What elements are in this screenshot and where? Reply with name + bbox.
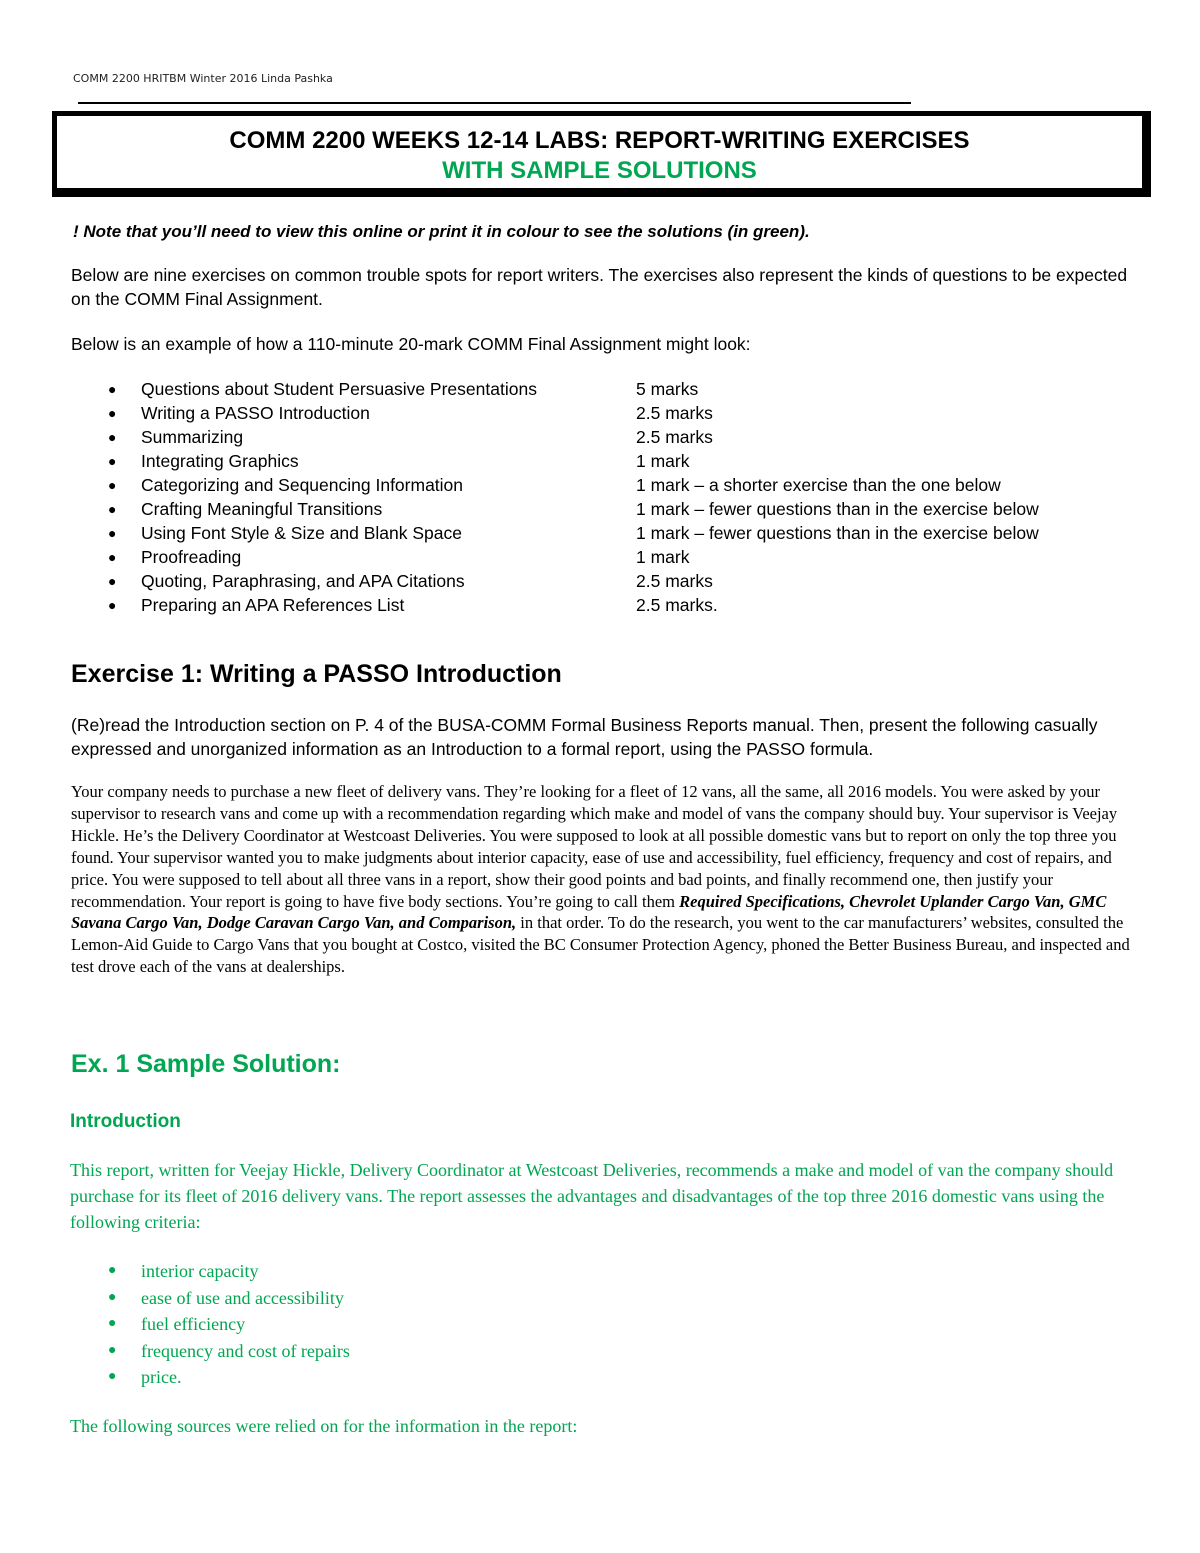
solution-1-heading: Ex. 1 Sample Solution: bbox=[71, 1050, 341, 1078]
solution-intro-heading: Introduction bbox=[70, 1111, 181, 1132]
title-box bbox=[52, 111, 1151, 197]
list-item: ● Proofreading 1 mark bbox=[108, 547, 690, 567]
bullet-icon: ● bbox=[108, 1289, 117, 1305]
bullet-icon: ● bbox=[108, 573, 117, 589]
exercise-1-heading: Exercise 1: Writing a PASSO Introduction bbox=[71, 660, 562, 688]
document-subtitle: WITH SAMPLE SOLUTIONS bbox=[442, 157, 757, 184]
list-item: ● Summarizing 2.5 marks bbox=[108, 427, 713, 447]
list-item: ● Integrating Graphics 1 mark bbox=[108, 451, 690, 471]
bullet-icon: ● bbox=[108, 429, 117, 445]
list-item: ● Using Font Style & Size and Blank Space 1 mark – fewer questions than in the exercise below bbox=[108, 523, 1039, 543]
header-rule bbox=[78, 102, 911, 104]
solution-paragraph: This report, written for Veejay Hickle, Delivery Coordinator at Westcoast Deliveries, recommends a make and model of van the company should purchase for its fleet of 2016 delivery vans. The report assesses the advantages and disadvantages of the top three 2016 domestic vans using the following criteria: bbox=[70, 1160, 1114, 1232]
list-item: ● Preparing an APA References List 2.5 marks. bbox=[108, 595, 718, 615]
document-page: COMM 2200 HRITBM Winter 2016 Linda Pashka COMM 2200 WEEKS 12-14 LABS: REPORT-WRITING EXERCISES WITH SAMPLE SOLUTIONS ! Note that you’ll need to view this online or print it in colour to see the solutions (in green). Below are nine exercises on common trouble spots for report writers. The exercises also represent the kinds of questions to be expected on the COMM Final Assignment. Below is an example of how a 110-minute 20-mark COMM Final Assignment might look: ● Questions about Student Persuasive Presentations 5 marks ● Writing a PASSO Introduction 2.5 marks ● Summarizing 2.5 marks ● Integrating Graphics 1 mark ● Categorizing and Sequencing Information 1 mark – a shorter exercise than the one below ● Crafting Meaningful Transitions 1 mark – fewer questions than in the exercise below ● Using Font Style & Size and Blank Space 1 mark – fewer questions than in the exercise below ● Proofreading 1 mark ● Quoting, Paraphrasing, and APA Citations 2.5 marks ● Preparing an APA References List 2.5 marks. Exercise 1: Writing a PASSO Introduction (Re)read the Introduction section on P. 4 of the BUSA-COMM Formal Business Reports manual. Then, present the following casually expressed and unorganized information as an Introduction to a formal report, using the PASSO formula. Your company needs to purchase a new fleet of delivery vans. They’re looking for a fleet of 12 vans, all the same, all 2016 models. You were asked by your supervisor to research vans and come up with a recommendation regarding which make and model of vans the company should buy. Your supervisor is Veejay Hickle. He’s the Delivery Coordinator at Westcoast Deliveries. You were supposed to look at all possible domestic vans but to report on only the top three you found. Your supervisor wanted you to make judgments about interior capacity, ease of use and accessibility, fuel efficiency, frequency and cost of repairs, and price. You were supposed to tell about all three vans in a report, show their good points and bad points, and finally recommend one, then justify your recommendation. Your report is going to have five body sections. You’re going to call them Required Specifications, Chevrolet Uplander Cargo Van, GMC Savana Cargo Van, Dodge Caravan Cargo Van, and Comparison, in that order. To do the research, you went to the car manufacturers’ websites, consulted the Lemon-Aid Guide to Cargo Vans that you bought at Costco, visited the BC Consumer Protection Agency, phoned the Better Business Bureau, and inspected and test drove each of the vans at dealerships. Ex. 1 Sample Solution: Introduction This report, written for Veejay Hickle, Delivery Coordinator at Westcoast Deliveries, recommends a make and model of van the company should purchase for its fleet of 2016 delivery vans. The report assesses the advantages and disadvantages of the top three 2016 domestic vans using the following criteria: ● interior capacity ● ease of use and accessibility ● fuel efficiency ● frequency and cost of repairs ● price. The following sources were relied on for the information in the report: bbox=[0, 0, 1200, 1553]
marks-list bbox=[108, 377, 1128, 617]
list-item: ● Writing a PASSO Introduction 2.5 marks bbox=[108, 403, 713, 423]
list-item: ● Questions about Student Persuasive Presentations 5 marks bbox=[108, 379, 699, 399]
bullet-icon: ● bbox=[108, 1316, 117, 1332]
running-header: COMM 2200 HRITBM Winter 2016 Linda Pashka bbox=[73, 72, 333, 85]
intro-paragraph: Below are nine exercises on common trouble spots for report writers. The exercises also represent the kinds of questions to be expected on the COMM Final Assignment. bbox=[71, 265, 1128, 309]
bullet-icon: ● bbox=[108, 597, 117, 613]
bullet-icon: ● bbox=[108, 405, 117, 421]
bullet-icon: ● bbox=[108, 453, 117, 469]
bullet-icon: ● bbox=[108, 549, 117, 565]
bullet-icon: ● bbox=[108, 1369, 117, 1385]
bullet-icon: ● bbox=[108, 1342, 117, 1358]
example-paragraph: Below is an example of how a 110-minute 20-mark COMM Final Assignment might look: bbox=[71, 334, 751, 354]
list-item: ● Crafting Meaningful Transitions 1 mark – fewer questions than in the exercise below bbox=[108, 499, 1039, 519]
bullet-icon: ● bbox=[108, 381, 117, 397]
document-title: COMM 2200 WEEKS 12-14 LABS: REPORT-WRITING EXERCISES bbox=[229, 127, 970, 154]
exercise-1-instructions: (Re)read the Introduction section on P. 4 of the BUSA-COMM Formal Business Reports manual. Then, present the following casually expressed and unorganized information as an Introduction to a formal report, using the PASSO formula. bbox=[71, 715, 1098, 759]
bullet-icon: ● bbox=[108, 1263, 117, 1278]
exercise-1-scenario: Your company needs to purchase a new fleet of delivery vans. They’re looking for a fleet of 12 vans, all the same, all 2016 models. You were asked by your supervisor to research vans and come up with a recommendation regarding which make and model of vans the company should buy. Your supervisor is Veejay Hickle. He’s the Delivery Coordinator at Westcoast Deliveries. You were supposed to look at all possible domestic vans but to report on only the top three you found. Your supervisor wanted you to make judgments about interior capacity, ease of use and accessibility, fuel efficiency, frequency and cost of repairs, and price. You were supposed to tell about all three vans in a report, show their good points and bad points, and finally recommend one, then justify your recommendation. Your report is going to have five body sections. You’re going to call them Required Specifications, Chevrolet Uplander Cargo Van, GMC Savana Cargo Van, Dodge Caravan Cargo Van, and Comparison, in that order. To do the research, you went to the car manufacturers’ websites, consulted the Lemon-Aid Guide to Cargo Vans that you bought at Costco, visited the BC Consumer Protection Agency, phoned the Better Business Bureau, and inspected and test drove each of the vans at dealerships. bbox=[71, 782, 1130, 977]
body-section-names: Required Specifications, Chevrolet Uplander Cargo Van, GMC Savana Cargo Van, Dodge Caravan Cargo Van, and Comparison, bbox=[71, 891, 1107, 933]
sources-lead: The following sources were relied on for the information in the report: bbox=[70, 1416, 578, 1436]
colour-note: ! Note that you’ll need to view this online or print it in colour to see the solutions (in green). bbox=[73, 222, 810, 241]
list-item: ● Categorizing and Sequencing Information 1 mark – a shorter exercise than the one below bbox=[108, 475, 1001, 495]
bullet-icon: ● bbox=[108, 477, 117, 493]
bullet-icon: ● bbox=[108, 525, 117, 541]
list-item: ● Quoting, Paraphrasing, and APA Citations 2.5 marks bbox=[108, 571, 713, 591]
bullet-icon: ● bbox=[108, 501, 117, 517]
